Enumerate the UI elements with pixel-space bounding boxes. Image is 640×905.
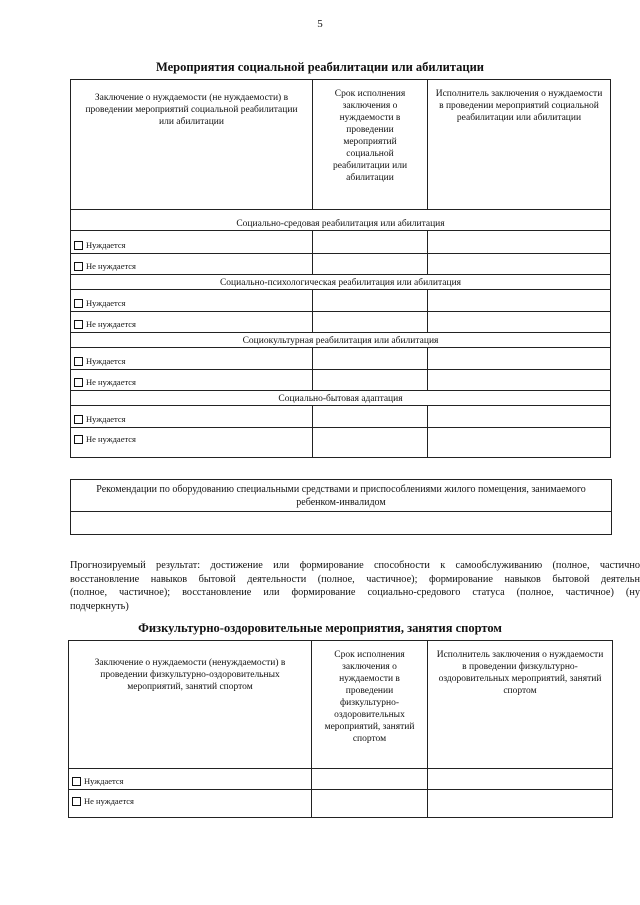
deadline-cell[interactable]: [313, 290, 428, 312]
option-needs[interactable]: [71, 406, 313, 428]
recommendations-table: [70, 479, 612, 535]
sport-header-executor: Исполнитель заключения о нуждаемости в проведении физкультурно-оздоровительных мероприятий, занятий спортом: [428, 641, 613, 769]
rehab-header-conclusion: Заключение о нуждаемости (не нуждаемости) в проведении мероприятий социальной реабилитации или абилитации: [71, 80, 313, 210]
option-row: [71, 428, 611, 458]
option-row: [71, 348, 611, 370]
option-not-needs[interactable]: [71, 254, 313, 275]
executor-cell[interactable]: [428, 348, 611, 370]
recommendations-field[interactable]: [71, 512, 612, 535]
sport-header-row: [69, 641, 613, 769]
option-needs[interactable]: [69, 769, 312, 790]
checkbox-icon[interactable]: [74, 241, 83, 250]
option-row: [71, 370, 611, 391]
forecast-line: подчеркнуть): [70, 600, 129, 612]
deadline-cell[interactable]: [312, 769, 428, 790]
option-label: Не нуждается: [86, 319, 136, 329]
section-row: [71, 210, 611, 231]
checkbox-icon[interactable]: [74, 262, 83, 271]
option-not-needs[interactable]: [71, 312, 313, 333]
rehab-table: [70, 79, 611, 458]
option-row: [71, 290, 611, 312]
sport-header-deadline: Срок исполнения заключения о нуждаемости в проведении физкультурно-оздоровительных мероприятий, занятий спортом: [312, 641, 428, 769]
executor-cell[interactable]: [428, 231, 611, 254]
checkbox-icon[interactable]: [74, 357, 83, 366]
deadline-cell[interactable]: [313, 254, 428, 275]
sport-table: [68, 640, 613, 818]
sport-header-conclusion: Заключение о нуждаемости (ненуждаемости) в проведении физкультурно-оздоровительных мероприятий, занятий спортом: [69, 641, 312, 769]
section-title-sociocultural: Социокультурная реабилитация или абилитация: [71, 333, 611, 348]
option-row: [71, 231, 611, 254]
checkbox-icon[interactable]: [74, 299, 83, 308]
forecast-text: [70, 559, 640, 613]
option-label: Не нуждается: [86, 433, 136, 444]
checkbox-icon[interactable]: [72, 797, 81, 806]
executor-cell[interactable]: [428, 406, 611, 428]
page-number: 5: [317, 18, 323, 30]
deadline-cell[interactable]: [313, 312, 428, 333]
option-row: [69, 769, 613, 790]
option-row: [71, 312, 611, 333]
executor-cell[interactable]: [428, 370, 611, 391]
option-label: Нуждается: [86, 356, 126, 366]
recommendations-title: Рекомендации по оборудованию специальными средствами и приспособлениями жилого помещения, занимаемого ребенком-инвалидом: [71, 480, 612, 512]
section-title-social-psychological: Социально-психологическая реабилитация или абилитация: [71, 275, 611, 290]
deadline-cell[interactable]: [312, 790, 428, 818]
option-needs[interactable]: [71, 348, 313, 370]
option-label: Не нуждается: [86, 261, 136, 271]
deadline-cell[interactable]: [313, 348, 428, 370]
option-label: Нуждается: [86, 240, 126, 250]
checkbox-icon[interactable]: [74, 435, 83, 444]
option-not-needs[interactable]: [69, 790, 312, 818]
option-not-needs[interactable]: [71, 370, 313, 391]
checkbox-icon[interactable]: [74, 415, 83, 424]
executor-cell[interactable]: [428, 254, 611, 275]
option-label: Нуждается: [84, 776, 124, 786]
option-row: [71, 406, 611, 428]
option-label: Нуждается: [86, 414, 126, 424]
executor-cell[interactable]: [428, 769, 613, 790]
option-row: [69, 790, 613, 818]
deadline-cell[interactable]: [313, 370, 428, 391]
section-title-household-adaptation: Социально-бытовая адаптация: [71, 391, 611, 406]
rehab-header-row: [71, 80, 611, 210]
executor-cell[interactable]: [428, 290, 611, 312]
option-label: Нуждается: [86, 298, 126, 308]
rehab-header-executor: Исполнитель заключения о нуждаемости в проведении мероприятий социальной реабилитации или абилитации: [428, 80, 611, 210]
section-row: [71, 275, 611, 290]
option-row: [71, 254, 611, 275]
deadline-cell[interactable]: [313, 231, 428, 254]
executor-cell[interactable]: [428, 428, 611, 458]
option-needs[interactable]: [71, 290, 313, 312]
deadline-cell[interactable]: [313, 428, 428, 458]
section-title-social-environment: Социально-средовая реабилитация или абилитация: [71, 210, 611, 231]
deadline-cell[interactable]: [313, 406, 428, 428]
option-label: Не нуждается: [84, 795, 134, 806]
forecast-line: Прогнозируемый результат: достижение или формирование способности к самообслуживанию (полное, частично: [70, 560, 640, 571]
checkbox-icon[interactable]: [72, 777, 81, 786]
executor-cell[interactable]: [428, 790, 613, 818]
forecast-line: (полное, частичное); восстановление или формирование социально-средового статуса (полное, частичное) (ну: [70, 587, 640, 598]
rehab-header-deadline: Срок исполнения заключения о нуждаемости в проведении мероприятий социальной реабилитации или абилитации: [313, 80, 428, 210]
executor-cell[interactable]: [428, 312, 611, 333]
checkbox-icon[interactable]: [74, 320, 83, 329]
checkbox-icon[interactable]: [74, 378, 83, 387]
option-needs[interactable]: [71, 231, 313, 254]
option-label: Не нуждается: [86, 377, 136, 387]
option-not-needs[interactable]: [71, 428, 313, 458]
rehab-section-title: Мероприятия социальной реабилитации или абилитации: [156, 60, 484, 74]
forecast-line: восстановление навыков бытовой деятельности (полное, частичное); формирование навыков бытовой деятельн: [70, 573, 640, 585]
section-row: [71, 391, 611, 406]
sport-section-title: Физкультурно-оздоровительные мероприятия, занятия спортом: [138, 621, 502, 635]
section-row: [71, 333, 611, 348]
